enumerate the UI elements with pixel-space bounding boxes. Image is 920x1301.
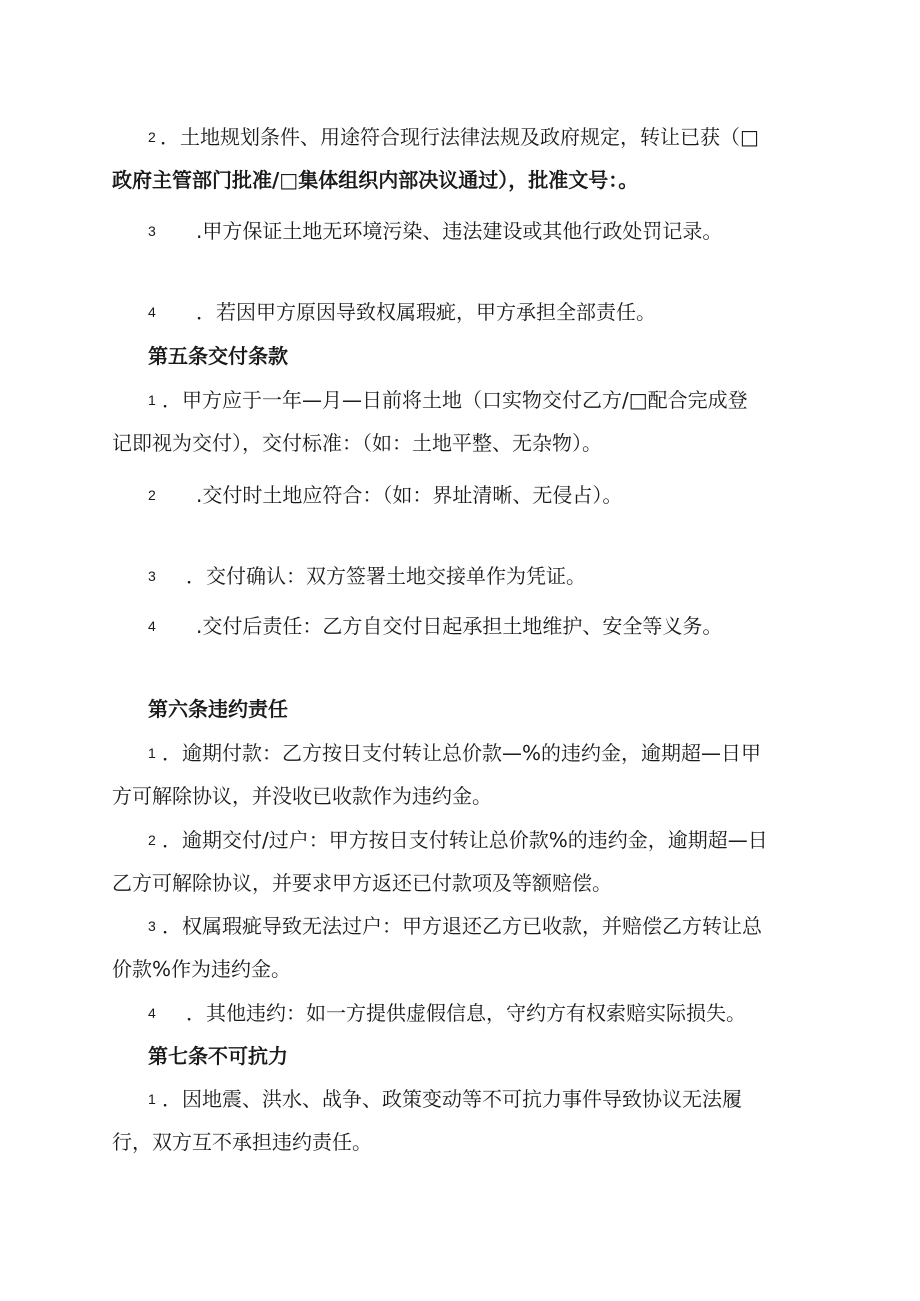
item-text-continued: 行，双方互不承担违约责任。 [112,1130,372,1154]
item-number: 1 [148,745,156,761]
article-title: 第六条违约责任 [148,697,288,721]
item-number: 3 [148,223,156,239]
item-text: ．逾期付款：乙方按日支付转让总价款—%的违约金，逾期超—日甲 [162,741,762,765]
item-number: 4 [148,618,156,634]
item-text: ．逾期交付/过户：甲方按日支付转让总价款%的违约金，逾期超—日 [162,828,768,852]
item-number: 3 [148,568,156,584]
item-number: 2 [148,129,156,145]
item-text: ．因地震、洪水、战争、政策变动等不可抗力事件导致协议无法履 [162,1087,742,1111]
item-text-continued: 乙方可解除协议，并要求甲方返还已付款项及等额赔偿。 [112,871,612,895]
item-number: 1 [148,1091,156,1107]
item-text: ．权属瑕疵导致无法过户：甲方退还乙方已收款，并赔偿乙方转让总 [162,914,762,938]
item-text: ．土地规划条件、用途符合现行法律法规及政府规定，转让已获（□ [160,125,759,149]
item-text: .交付时土地应符合：（如：界址清晰、无侵占）。 [196,483,623,507]
item-number: 3 [148,918,156,934]
item-text-continued: 价款%作为违约金。 [112,957,292,981]
item-number: 2 [148,832,156,848]
item-text: ．若因甲方原因导致权属瑕疵，甲方承担全部责任。 [196,300,656,324]
item-text: .交付后责任：乙方自交付日起承担土地维护、安全等义务。 [196,614,723,638]
item-text-continued: 方可解除协议，并没收已收款作为违约金。 [112,784,492,808]
item-text: ．甲方应于一年—月—日前将土地（口实物交付乙方/□配合完成登 [162,388,748,412]
item-text: .甲方保证土地无环境污染、违法建设或其他行政处罚记录。 [196,219,723,243]
article-title: 第七条不可抗力 [148,1044,288,1068]
item-number: 2 [148,487,156,503]
item-text: ．其他违约：如一方提供虚假信息，守约方有权索赔实际损失。 [186,1001,746,1025]
item-text-continued: 政府主管部门批准/□集体组织内部决议通过），批准文号：。 [112,168,639,192]
item-number: 4 [148,1005,156,1021]
item-text-continued: 记即视为交付），交付标准：（如：土地平整、无杂物）。 [112,431,602,455]
item-number: 1 [148,392,156,408]
article-title: 第五条交付条款 [148,344,288,368]
item-text: ．交付确认：双方签署土地交接单作为凭证。 [186,564,586,588]
item-number: 4 [148,304,156,320]
